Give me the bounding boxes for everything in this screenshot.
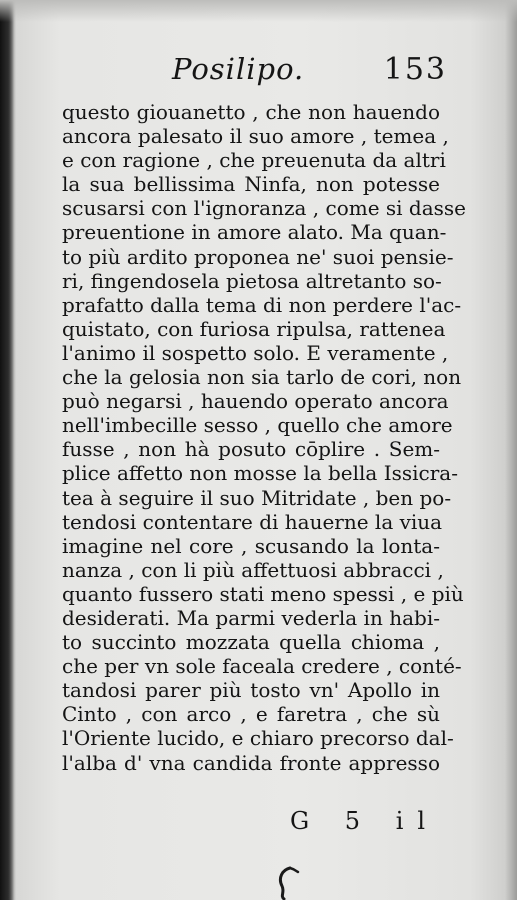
text-line: scusarsi con l'ignoranza , come si dasse	[62, 196, 467, 221]
text-line: to più ardito proponea ne' suoi pensie-	[62, 244, 454, 269]
text-line: imagine nel core , scusando la lonta-	[62, 533, 440, 558]
running-head: Posilipo.	[172, 52, 305, 86]
text-line: l'alba d' vna candida fronte appresso	[62, 750, 440, 775]
text-line: Cinto , con arco , e faretra , che sù	[62, 702, 440, 727]
text-line: to succinto mozzata quella chioma ,	[62, 630, 440, 655]
text-line: plice affetto non mosse la bella Issicra-	[62, 461, 458, 486]
text-line: che la gelosia non sia tarlo de cori, non	[62, 365, 462, 390]
text-line: ancora palesato il suo amore , temea ,	[62, 124, 449, 149]
text-line: tandosi parer più tosto vn' Apollo in	[62, 678, 440, 703]
text-line: l'Oriente lucido, e chiaro precorso dal-	[62, 726, 454, 751]
page-number: 153	[383, 52, 447, 87]
text-line: tea à seguire il suo Mitridate , ben po-	[62, 485, 452, 510]
text-line: e con ragione , che preuenuta da altri	[62, 148, 446, 173]
text-line: l'animo il sospetto solo. E veramente ,	[62, 340, 449, 365]
text-line: la sua bellissima Ninfa, non potesse	[62, 172, 440, 197]
text-line: può negarsi , hauendo operato ancora	[62, 389, 449, 414]
text-line: prafatto dalla tema di non perdere l'ac-	[62, 292, 462, 317]
text-line: quanto fussero stati meno spessi , e più	[62, 581, 464, 606]
text-line: nanza , con li più affettuosi abbracci ,	[62, 557, 444, 582]
text-line: nell'imbecille sesso , quello che amore	[62, 413, 453, 438]
text-line: desiderati. Ma parmi vederla in habi-	[62, 605, 440, 630]
signature-mark: G 5 il	[290, 807, 440, 835]
text-line: questo giouanetto , che non hauendo	[62, 100, 440, 124]
page-header	[60, 52, 447, 96]
text-line: ri, fingendosela pietosa altretanto so-	[62, 268, 442, 293]
text-line: tendosi contentare di hauerne la viua	[62, 509, 443, 534]
text-line: fusse , non hà posuto cōplire . Sem-	[62, 437, 440, 462]
ink-blot	[268, 866, 308, 900]
text-line: preuentione in amore alato. Ma quan-	[62, 220, 447, 245]
text-line: quistato, con furiosa ripulsa, rattenea	[62, 316, 446, 341]
text-line: che per vn sole faceala credere , conté-	[62, 654, 462, 679]
body-text	[62, 100, 467, 775]
